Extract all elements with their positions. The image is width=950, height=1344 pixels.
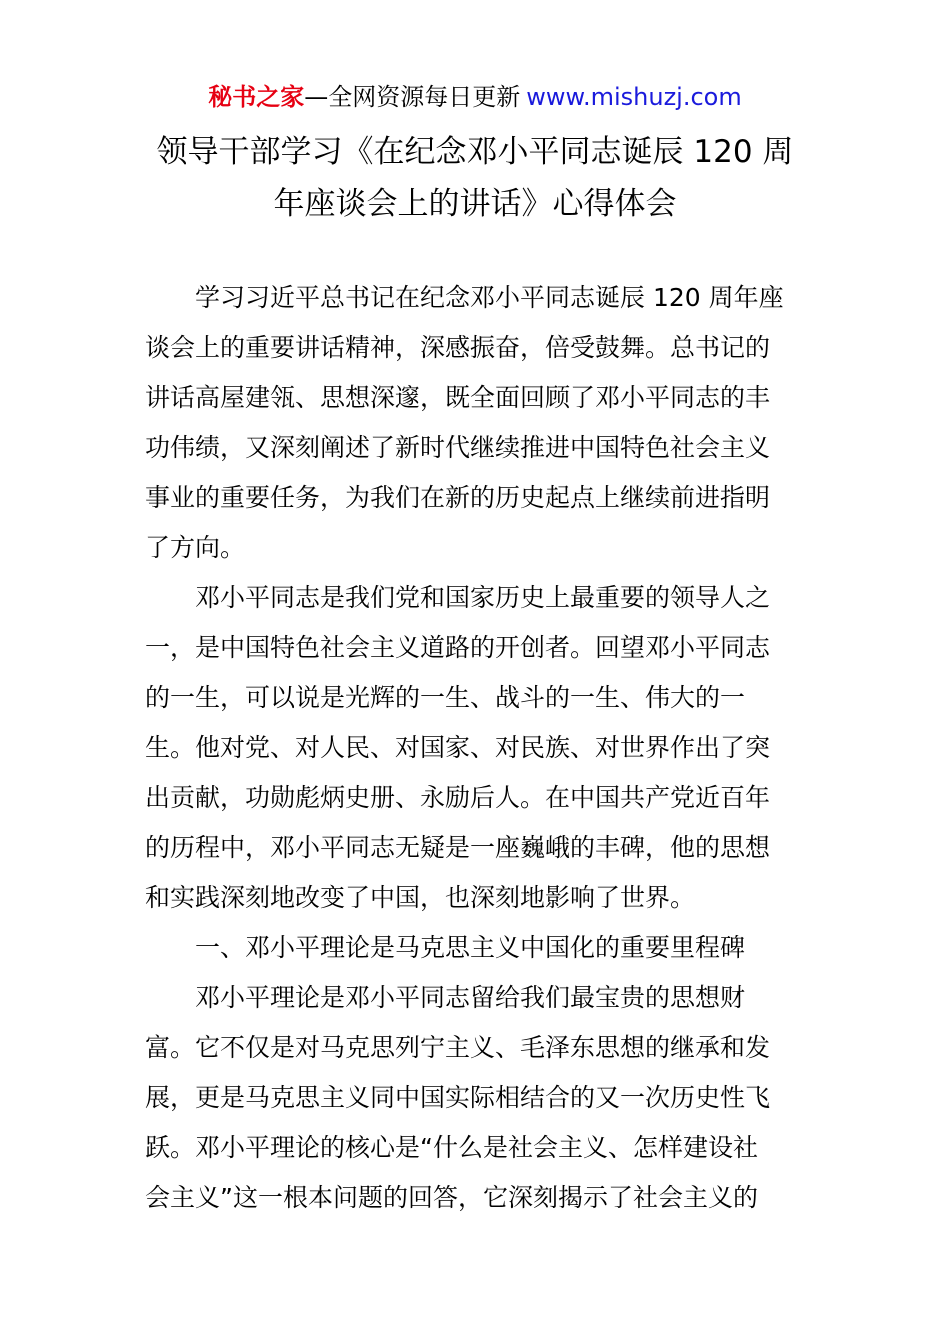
paragraph-line: 展，更是马克思主义同中国实际相结合的又一次历史性飞: [145, 1083, 771, 1112]
paragraph-line: 讲话高屋建瓴、思想深邃，既全面回顾了邓小平同志的丰: [145, 383, 771, 412]
paragraph-line: 会主义”这一根本问题的回答，它深刻揭示了社会主义的: [145, 1183, 758, 1212]
paragraph-line: 的一生，可以说是光辉的一生、战斗的一生、伟大的一: [145, 683, 746, 712]
paragraph-line: 一，是中国特色社会主义道路的开创者。回望邓小平同志: [145, 633, 771, 662]
paragraph-line: 了方向。: [145, 533, 246, 562]
paragraph-line: 和实践深刻地改变了中国，也深刻地影响了世界。: [145, 883, 696, 912]
paragraph-line: 谈会上的重要讲话精神，深感振奋，倍受鼓舞。总书记的: [145, 333, 771, 362]
document-body: [145, 278, 810, 1228]
paragraph-line: 学习习近平总书记在纪念邓小平同志诞辰 120 周年座: [195, 283, 784, 312]
paragraph-line: 富。它不仅是对马克思列宁主义、毛泽东思想的继承和发: [145, 1033, 771, 1062]
section-heading: 一、邓小平理论是马克思主义中国化的重要里程碑: [195, 933, 746, 962]
paragraph-line: 出贡献，功勋彪炳史册、永励后人。在中国共产党近百年: [145, 783, 771, 812]
site-header: [0, 80, 950, 114]
site-url-link[interactable]: www.mishuzj.com: [526, 83, 742, 111]
document-title: [140, 126, 810, 230]
site-brand: 秘书之家: [208, 83, 305, 111]
paragraph-line: 功伟绩，又深刻阐述了新时代继续推进中国特色社会主义: [145, 433, 771, 462]
title-line: 领导干部学习《在纪念邓小平同志诞辰 120 周: [156, 134, 794, 170]
paragraph-line: 事业的重要任务，为我们在新的历史起点上继续前进指明: [145, 483, 771, 512]
paragraph-line: 邓小平同志是我们党和国家历史上最重要的领导人之: [195, 583, 771, 612]
paragraph-line: 的历程中，邓小平同志无疑是一座巍峨的丰碑，他的思想: [145, 833, 771, 862]
paragraph-line: 跃。邓小平理论的核心是“什么是社会主义、怎样建设社: [145, 1133, 758, 1162]
site-tagline: —全网资源每日更新: [304, 83, 521, 111]
paragraph-line: 生。他对党、对人民、对国家、对民族、对世界作出了突: [145, 733, 771, 762]
paragraph-line: 邓小平理论是邓小平同志留给我们最宝贵的思想财: [195, 983, 746, 1012]
title-line: 年座谈会上的讲话》心得体会: [273, 186, 677, 222]
